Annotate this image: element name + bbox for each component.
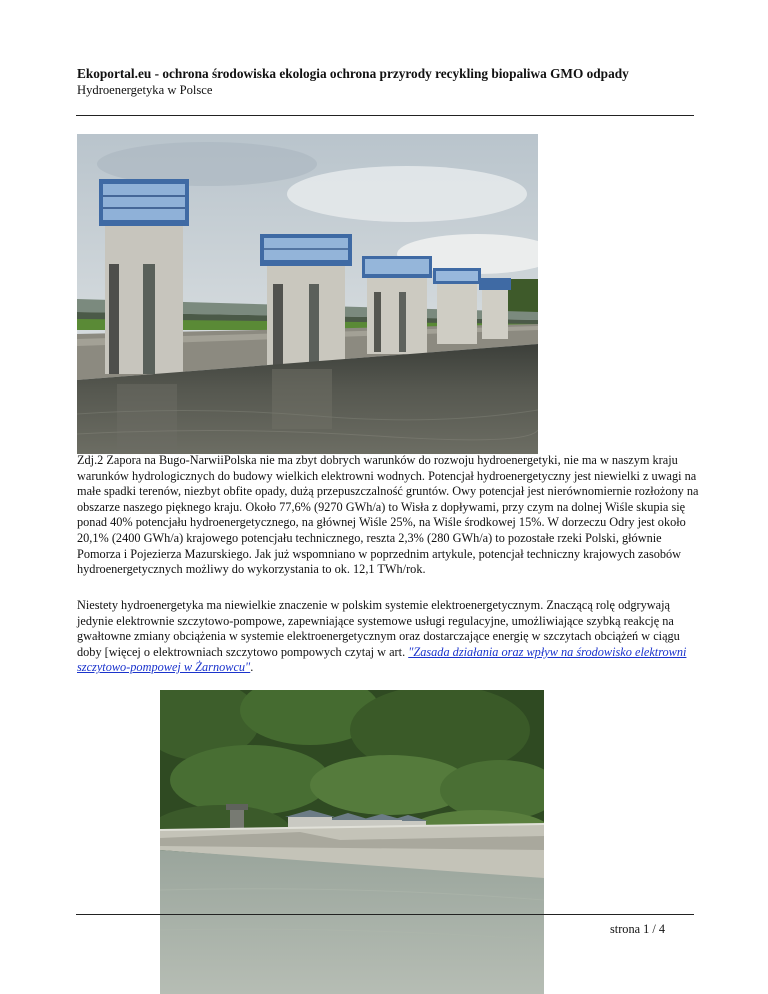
paragraph-2-text: Niestety hydroenergetyka ma niewielkie znaczenie w polskim systemie elektroenergetycznym. Znaczącą rolę odgrywają jedynie elektrownie szczytowo-pompowe, zapewniające systemowe usługi regulacyjne, umożliwiające szybką reakcję na gwałtowne zmiany obciążenia w systemie elektroenergetycznym oraz dostarczające energię w szczytach obciążeń w ciągu doby [więcej o elektrowniach szczytowo pompowych czytaj w art.	[77, 598, 680, 659]
paragraph-2-end: .	[250, 660, 254, 675]
paragraph-1-text: Zdj.2 Zapora na Bugo-NarwiiPolska nie ma zbyt dobrych warunków do rozwoju hydroenergetyki, nie ma w naszym kraju warunków hydrologicznych do budowy wielkich elektrowni wodnych. Potencjał hydroenergetyczny jest niewielki z uwagi na małe spadki terenów, niezbyt obfite opady, dużą przepuszczalność gruntów. Owy potencjał jest nierównomiernie rozłożony na obszarze naszego pięknego kraju. Około 77,6% (9270 GWh/a) to Wisła z dopływami, przy czym na dolnej Wiśle skupia się ponad 40% potencjału hydroenergetycznego, na głównej Wiśle 25%, na Wiśle środkowej 15%. W dorzeczu Odry jest około 20,1% (2400 GWh/a) krajowego potencjału technicznego, reszta 2,3% (280 GWh/a) to pozostałe rzeki Polski, głównie Pomorza i Pojezierza Mazurskiego. Jak już wspomniano w poprzednim artykule, potencjał techniczny krajowych zasobów hydroenergetycznych możliwy do wykorzystania to ok. 12,1 TWh/rok.	[77, 453, 699, 577]
zarnowiec-article-link[interactable]: "Zasada działania oraz wpływ na środowisko elektrowni szczytowo-pompowej w Żarnowcu"	[77, 644, 687, 675]
page-number: strona 1 / 4	[610, 922, 665, 936]
paragraph-2	[77, 598, 699, 676]
photo-dam-bug-narew	[77, 134, 538, 454]
article-paragraph-2	[77, 598, 699, 676]
footer-divider	[76, 914, 694, 915]
photo-dam-forest	[160, 690, 544, 994]
page-header-subtitle: Hydroenergetyka w Polsce	[77, 83, 213, 97]
header-divider	[76, 115, 694, 116]
article-paragraph-1	[77, 453, 699, 578]
page-header-title: Ekoportal.eu - ochrona środowiska ekologia ochrona przyrody recykling biopaliwa GMO odpady	[77, 66, 629, 81]
